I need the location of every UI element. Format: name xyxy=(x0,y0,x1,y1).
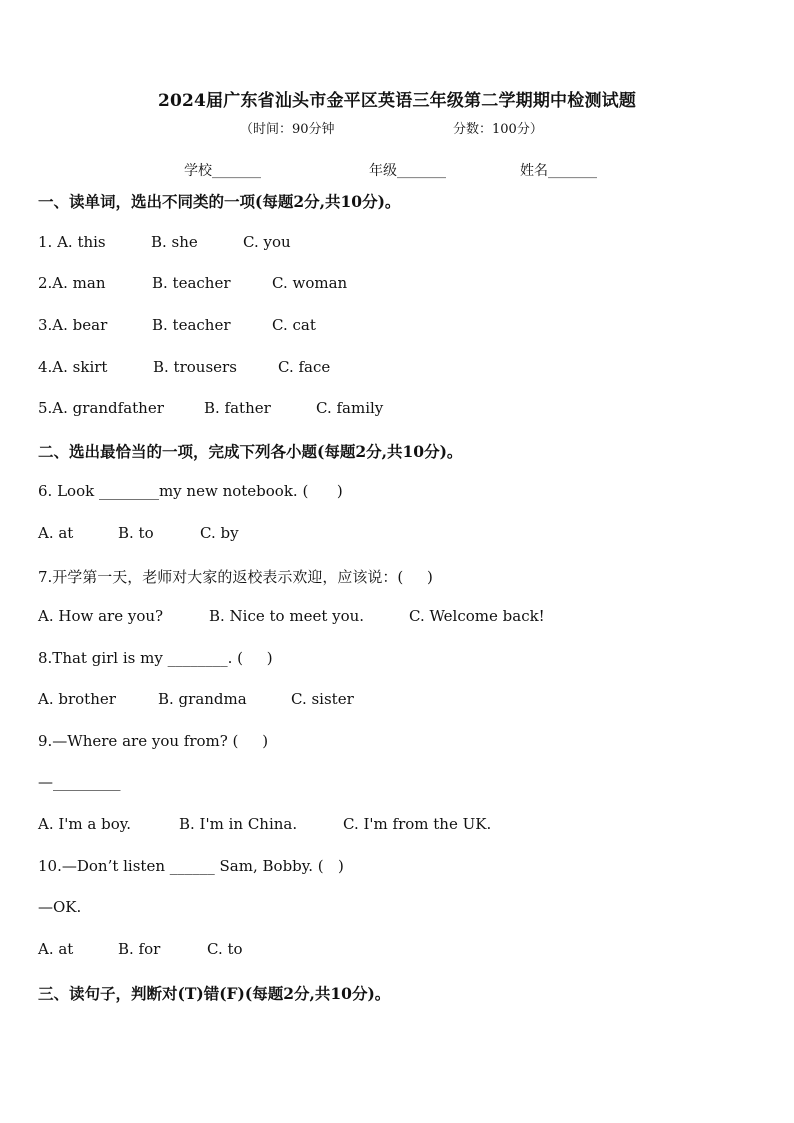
school-field: 学校_______ xyxy=(184,163,261,179)
q5-option-a: 5.A. grandfather xyxy=(38,399,164,417)
q1-option-b: B. she xyxy=(151,233,198,251)
q7-option-a: A. How are you? xyxy=(38,607,164,625)
question-7-stem: 7.开学第一天，老师对大家的返校表示欢迎，应该说：( ) xyxy=(38,568,433,586)
q2-option-b: B. teacher xyxy=(152,274,231,292)
section-2-title: 二、选出最恰当的一项，完成下列各小题(每题2分,共10分)。 xyxy=(38,442,463,461)
q10-option-b: B. for xyxy=(118,940,161,958)
q3-option-c: C. cat xyxy=(272,316,316,334)
q4-option-c: C. face xyxy=(278,358,331,376)
section-1-title: 一、读单词，选出不同类的一项(每题2分,共10分)。 xyxy=(38,192,401,211)
q8-option-c: C. sister xyxy=(291,690,354,708)
exam-score: 分数：100分） xyxy=(453,122,543,137)
q2-option-a: 2.A. man xyxy=(38,274,106,292)
question-6-stem: 6. Look ________my new notebook. ( ) xyxy=(38,482,343,500)
question-10-answer: —OK. xyxy=(38,898,82,916)
q2-option-c: C. woman xyxy=(272,274,348,292)
q10-option-a: A. at xyxy=(38,940,74,958)
q5-option-b: B. father xyxy=(204,399,271,417)
q6-option-b: B. to xyxy=(118,524,154,542)
exam-title: 2024届广东省汕头市金平区英语三年级第二学期期中检测试题 xyxy=(157,91,637,111)
q4-option-b: B. trousers xyxy=(153,358,237,376)
q5-option-c: C. family xyxy=(316,399,384,417)
question-8-stem: 8.That girl is my ________. ( ) xyxy=(38,649,273,667)
q4-option-a: 4.A. skirt xyxy=(38,358,108,376)
q8-option-b: B. grandma xyxy=(158,690,247,708)
question-9-answer-line: —_________ xyxy=(38,773,121,791)
q9-option-c: C. I'm from the UK. xyxy=(343,815,492,833)
exam-time: （时间：90分钟 xyxy=(240,122,335,137)
q6-option-c: C. by xyxy=(200,524,239,542)
question-9-stem: 9.—Where are you from? ( ) xyxy=(38,732,269,750)
q10-option-c: C. to xyxy=(207,940,243,958)
q3-option-b: B. teacher xyxy=(152,316,231,334)
q6-option-a: A. at xyxy=(38,524,74,542)
grade-field: 年级_______ xyxy=(369,163,446,179)
name-field: 姓名_______ xyxy=(520,163,597,179)
q1-option-a: 1. A. this xyxy=(38,233,106,251)
q1-option-c: C. you xyxy=(243,233,291,251)
section-3-title: 三、读句子，判断对(T)错(F)(每题2分,共10分)。 xyxy=(38,984,391,1003)
q7-option-b: B. Nice to meet you. xyxy=(209,607,365,625)
q7-option-c: C. Welcome back! xyxy=(409,607,545,625)
q3-option-a: 3.A. bear xyxy=(38,316,108,334)
q9-option-a: A. I'm a boy. xyxy=(38,815,132,833)
q9-option-b: B. I'm in China. xyxy=(179,815,298,833)
q8-option-a: A. brother xyxy=(38,690,116,708)
question-10-stem: 10.—Don’t listen ______ Sam, Bobby. ( ) xyxy=(38,857,344,875)
